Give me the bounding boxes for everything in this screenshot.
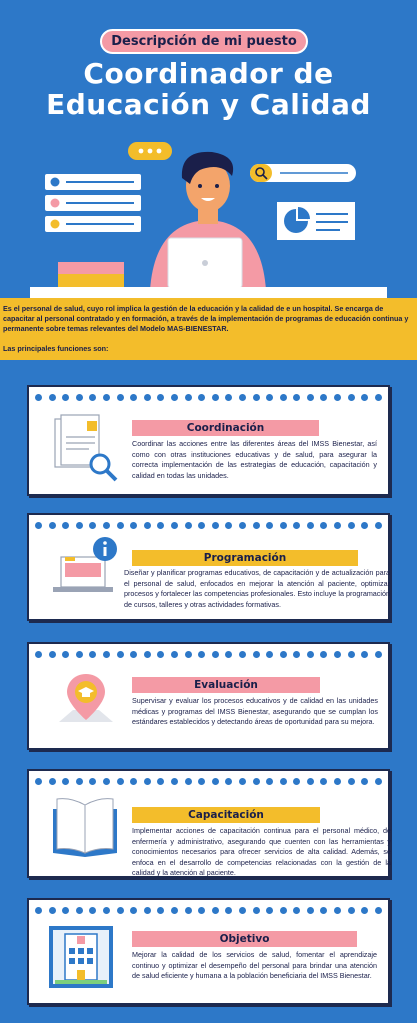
page-tag: Descripción de mi puesto xyxy=(100,29,308,54)
card-text-evaluacion: Supervisar y evaluar los procesos educativos y de calidad en las unidades médicas y programas del IMSS Bienestar, asegurando que se cumplan los estándares establecidos y detectando áreas de oportunidad para su mejora. xyxy=(132,696,378,727)
open-book-icon xyxy=(47,791,123,863)
card-title-capacitacion: Capacitación xyxy=(132,807,320,823)
card-text-objetivo: Mejorar la calidad de los servicios de salud, fomentar el aprendizaje continuo y optimizar el desempeño del personal para brindar una atención de salud eficiente y humana a la población beneficiaria del IMSS Bienestar. xyxy=(132,950,377,981)
chat-bubble-icon xyxy=(128,142,172,160)
card-title-programacion: Programación xyxy=(132,550,358,566)
card-programacion xyxy=(27,513,390,621)
card-dots xyxy=(35,393,382,401)
laptop-icon xyxy=(168,238,242,288)
search-bar-icon xyxy=(250,164,356,182)
title-line-2: Educación y Calidad xyxy=(46,88,371,121)
page-title xyxy=(0,58,417,120)
document-search-icon xyxy=(51,413,123,485)
title-line-1: Coordinador de xyxy=(83,57,334,90)
hospital-building-icon xyxy=(47,924,115,990)
pie-chart-card-icon xyxy=(277,202,355,240)
functions-label: Las principales funciones son: xyxy=(3,344,109,353)
checklist-icon xyxy=(45,174,141,232)
card-title-coordinacion: Coordinación xyxy=(132,420,319,436)
card-title-objetivo: Objetivo xyxy=(132,931,357,947)
intro-text: Es el personal de salud, cuyo rol implica la gestión de la educación y la calidad de e un hospital. Se encarga de capacitar al personal contratado y en formación, a través de la implementación de programas de educación continua y permanente sobre temas relevantes del Modelo MAS-BIENESTAR. xyxy=(3,304,409,333)
card-objetivo xyxy=(27,898,390,1005)
card-text-capacitacion: Implementar acciones de capacitación continua para el personal médico, de enfermería y administrativo, asegurando que cuenten con las herramientas y conocimientos necesarios para ofrecer servicios de alta calidad. Además, se enfoca en el desarrollo de competencias relacionadas con la gestión de la calidad y la atención al paciente. xyxy=(132,826,391,878)
books-stack-icon xyxy=(58,262,124,287)
card-evaluacion xyxy=(27,642,390,750)
intro-banner xyxy=(0,298,417,360)
card-capacitacion xyxy=(27,769,390,878)
laptop-info-icon xyxy=(49,535,125,605)
hero-illustration xyxy=(0,130,417,300)
card-dots xyxy=(35,777,382,785)
card-text-coordinacion: Coordinar las acciones entre las diferentes áreas del IMSS Bienestar, así como con otras instituciones educativas y de salud, para asegurar la correcta implementación de las estrategias de educación, capacitación y calidad en todas las unidades. xyxy=(132,439,377,480)
card-title-evaluacion: Evaluación xyxy=(132,677,320,693)
card-dots xyxy=(35,906,382,914)
card-coordinacion xyxy=(27,385,390,496)
card-text-programacion: Diseñar y planificar programas educativos, de capacitación y de actualización para el personal de salud, enfocados en mejorar la atención al paciente, optimizar procesos y fortalecer las competencias profesionales. Esto incluye la programación de cursos, talleres y otras actividades formativas. xyxy=(124,568,390,609)
card-dots xyxy=(35,521,382,529)
card-dots xyxy=(35,650,382,658)
map-pin-graduation-icon xyxy=(51,668,121,736)
